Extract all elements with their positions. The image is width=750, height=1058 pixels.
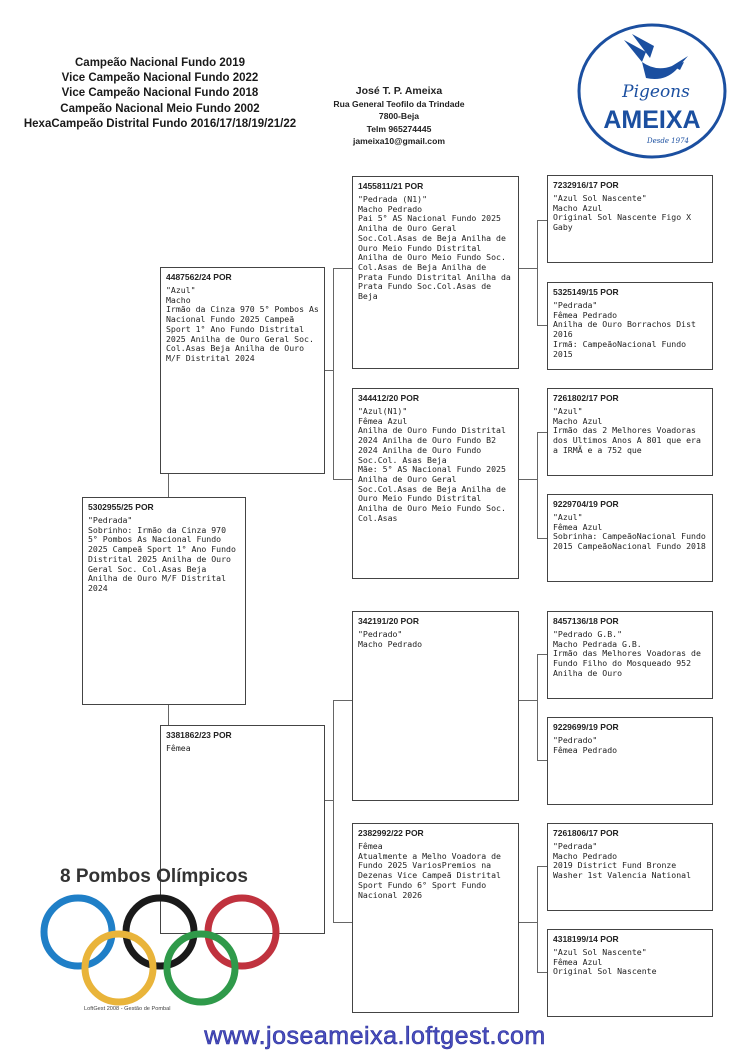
achievement-line: Campeão Nacional Meio Fundo 2002 [60,102,260,115]
pigeon-card-sss [547,175,713,263]
phone-number: Telm 965274445 [366,123,432,134]
ring-number: 7261806/17 POR [553,828,619,838]
connector-line [537,538,547,539]
ring-number: 344412/20 POR [358,393,419,403]
pigeon-card-sire [160,267,325,474]
pigeon-description: "Pedrada" Sobrinho: Irmão da Cinza 970 5° Pombos As Nacional Fundo 2025 Campeã Sport 1° Ano Fundo Distrital 2025 Anilha de Ouro Geral Soc. Col.Asas Beja Anilha de Ouro M/F Distrital 2024 [88,515,236,593]
pigeon-description: "Azul Sol Nascente" Fêmea Azul Original Sol Nascente [553,947,657,977]
email-address: jameixa10@gmail.com [353,136,445,146]
logo-brand-text: AMEIXA [603,106,701,134]
loftgest-credit: LoftGest 2008 - Gestão de Pombal [84,1006,171,1012]
website-link[interactable]: www.joseameixa.loftgest.com [204,1022,546,1050]
pigeon-description: "Azul Sol Nascente" Macho Azul Original Sol Nascente Figo X Gaby [553,193,692,233]
ring-number: 9229699/19 POR [553,722,619,732]
pigeon-card-subject [82,497,246,705]
ring-number: 7261802/17 POR [553,393,619,403]
pigeon-description: "Pedrado G.B." Macho Pedrada G.B. Irmão das Melhores Voadoras de Fundo Filho do Mosqueado 952 Anilha de Ouro [553,629,701,678]
ring-number: 5325149/15 POR [553,287,619,297]
address-street: Rua General Teofilo da Trindade [333,98,465,109]
pigeon-card-dds [547,823,713,911]
pigeons-ameixa-logo [576,22,728,160]
achievement-line: Vice Campeão Nacional Fundo 2022 [61,72,259,85]
connector-line [519,922,537,923]
ring-number: 4318199/14 POR [553,934,619,944]
achievements-list [10,56,310,132]
owner-name: José T. P. Ameixa [355,85,443,97]
connector-line [519,268,537,269]
olympic-pigeons-label: 8 Pombos Olímpicos [60,866,248,887]
logo-since-text: Desde 1974 [646,137,690,145]
pigeon-card-sire-sire [352,176,519,369]
ring-number: 1455811/21 POR [358,181,424,191]
pigeon-card-sire-dam [352,388,519,579]
pigeon-card-dss [547,611,713,699]
pigeon-description: "Pedrada (N1)" Macho Pedrado Pai 5° AS Nacional Fundo 2025 Anilha de Ouro Geral Soc.Col.Asas de Beja Anilha de Ouro Meio Fundo Distrital Anilha de Ouro Meio Fundo Soc. Col.Asas de Beja Anilha de Prata Fundo Distrital Anilha da Prata Fundo Soc.Col.Asas de Beja [358,194,511,302]
connector-line [333,268,334,479]
connector-line [333,700,352,701]
achievement-line: Campeão Nacional Fundo 2019 [75,57,245,69]
pigeon-description: "Azul" Macho Irmão da Cinza 970 5° Pombos As Nacional Fundo 2025 Campeã Sport 1° Ano Fundo Distrital 2025 Anilha de Ouro Geral Soc. Col.Asas Beja Anilha de Ouro M/F Distrital 2024 [166,285,319,363]
connector-line [519,479,537,480]
ring-number: 5302955/25 POR [88,502,154,512]
connector-line [537,866,547,867]
pigeon-card-dsd [547,717,713,805]
ring-number: 8457136/18 POR [553,616,619,626]
ring-number: 7232916/17 POR [553,180,619,190]
pigeon-card-ddd [547,929,713,1017]
connector-line [537,654,547,655]
olympic-rings-icon [38,890,288,1010]
ring-number: 3381862/23 POR [166,730,232,740]
connector-line [537,220,538,325]
ring-number: 9229704/19 POR [553,499,619,509]
connector-line [325,370,333,371]
contact-block [318,85,480,148]
connector-line [333,479,352,480]
connector-line [168,704,169,725]
pigeon-description: "Pedrada" Macho Pedrado 2019 District Fund Bronze Washer 1st Valencia National [553,841,692,881]
pigeon-card-ssd [547,282,713,370]
connector-line [537,432,538,538]
pigeon-card-dam-sire [352,611,519,801]
connector-line [333,700,334,922]
pigeon-card-dam-dam [352,823,519,1013]
address-city: 7800-Beja [378,111,420,121]
connector-line [537,760,547,761]
pigeon-description: "Azul" Fêmea Azul Sobrinha: CampeãoNacional Fundo 2015 CampeãoNacional Fundo 2018 [553,512,706,552]
ring-number: 342191/20 POR [358,616,419,626]
pigeon-description: Fêmea Atualmente a Melho Voadora de Fundo 2025 VariosPremios na Dezenas Vice Campeã Distrital Sport Fundo 6° Sport Fundo Nacional 2026 [358,841,501,900]
connector-line [537,220,547,221]
pigeon-description: "Pedrado" Fêmea Pedrado [553,735,618,755]
connector-line [333,922,352,923]
pigeon-description: "Pedrada" Fêmea Pedrado Anilha de Ouro Borrachos Dist 2016 Irmã: CampeãoNacional Fundo 2015 [553,300,696,359]
pigeon-description: "Azul" Macho Azul Irmão das 2 Melhores Voadoras dos Ultimos Anos A 801 que era a IRMÃ e a 752 que [553,406,701,455]
pigeon-description: "Pedrado" Macho Pedrado [358,629,423,649]
achievement-line: Vice Campeão Nacional Fundo 2018 [61,87,259,100]
connector-line [537,325,547,326]
connector-line [537,654,538,760]
ring-number: 2382992/22 POR [358,828,424,838]
connector-line [537,866,538,972]
connector-line [333,268,352,269]
pigeon-description: Fêmea [166,743,191,753]
ring-number: 4487562/24 POR [166,272,232,282]
achievement-line: HexaCampeão Distrital Fundo 2016/17/18/19/21/22 [23,117,297,130]
pigeon-card-sds [547,388,713,476]
connector-line [537,432,547,433]
connector-line [537,972,547,973]
pigeon-description: "Azul(N1)" Fêmea Azul Anilha de Ouro Fundo Distrital 2024 Anilha de Ouro Fundo B2 2024 Anilha de Ouro Fundo Soc.Col. Asas Beja Mãe: 5° AS Nacional Fundo 2025 Anilha de Ouro Geral Soc.Col.Asas de Beja Anilha de Ouro Meio Fundo Distrital Anilha de Ouro Meio Fundo Soc. Col.Asas [358,406,506,523]
connector-line [168,473,169,497]
pigeon-card-sdd [547,494,713,582]
logo-script-text: Pigeons [622,82,690,102]
connector-line [519,700,537,701]
connector-line [325,800,333,801]
